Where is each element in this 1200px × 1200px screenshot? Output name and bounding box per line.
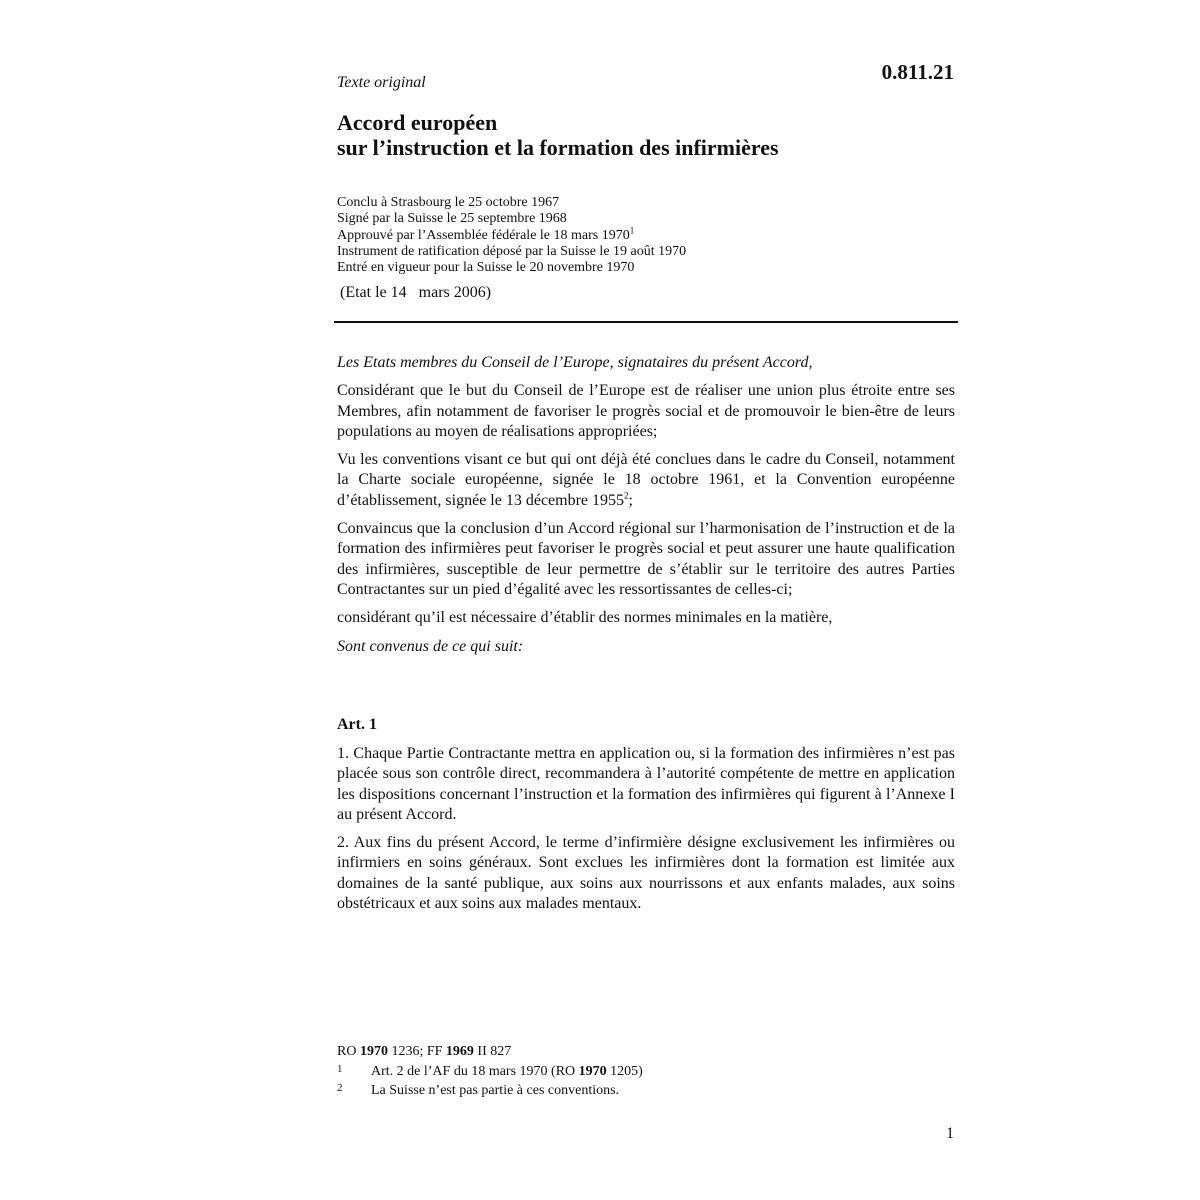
preamble-convinced: Convaincus que la conclusion d’un Accord régional sur l’harmonisation de l’instruction et de la formation des infirmières peut favoriser le progrès social et peut assurer une haute qualification des infirmières, susceptible de leur permettre de s’établir sur le territoire des autres Parties Contractantes sur un pied d’égalité avec les ressortissantes de celles-ci; (337, 520, 955, 598)
document-title-line-2: sur l’instruction et la formation des infirmières (337, 135, 779, 160)
preamble-parties: Les Etats membres du Conseil de l’Europe, signataires du présent Accord, (337, 354, 813, 371)
footnote-2 (337, 1080, 643, 1100)
footnote-ref-1[interactable]: 1 (629, 224, 635, 235)
page-number: 1 (946, 1125, 954, 1142)
ff-year: 1969 (445, 1044, 474, 1059)
ro-prefix: RO (337, 1044, 360, 1059)
preamble-conventions-text: Vu les conventions visant ce but qui ont déjà été conclues dans le cadre du Conseil, notamment la Charte sociale européenne, signée le 18 octobre 1961, et la Convention européenne d’établissement, signée le 13 décembre 1955 (337, 451, 955, 509)
document-title-line-1: Accord européen (337, 110, 498, 135)
document-number: 0.811.21 (881, 60, 954, 84)
footnote-1-number: 1 (337, 1062, 343, 1075)
preamble (337, 353, 955, 665)
ff-rest: II 827 (473, 1044, 512, 1059)
article-1-paragraph-2: 2. Aux fins du présent Accord, le terme d’infirmière désigne exclusivement les infirmières ou infirmiers en soins généraux. Sont exclues les infirmières dont la formation est limitée aux domaines de la santé publique, aux soins aux nourrissons et aux enfants malades, aux soins obstétricaux et aux soins aux malades mentaux. (337, 834, 955, 913)
footnote-2-number: 2 (337, 1082, 343, 1094)
source-reference (337, 1044, 643, 1061)
approved-text: Approuvé par l’Assemblée fédérale le 18 mars 1970 (337, 227, 630, 243)
footnote-2-text: La Suisse n’est pas partie à ces conventions. (371, 1083, 620, 1098)
footnote-ref-2[interactable]: 2 (624, 490, 629, 501)
preamble-conventions (337, 450, 955, 511)
footnote-1-year: 1970 (578, 1063, 607, 1079)
ro-page: 1236; FF (387, 1044, 446, 1059)
in-force-line: Entré en vigueur pour la Suisse le 20 novembre 1970 (337, 260, 635, 276)
ratification-line: Instrument de ratification déposé par la Suisse le 19 août 1970 (337, 243, 687, 259)
footnote-1-text-end: 1205) (606, 1063, 643, 1079)
article-1-body (337, 744, 955, 922)
original-text-label: Texte original (337, 74, 426, 91)
document-title (337, 110, 779, 160)
treaty-metadata (337, 195, 686, 276)
preamble-agreed: Sont convenus de ce qui suit: (337, 637, 524, 655)
footnote-1 (337, 1061, 643, 1081)
preamble-considering: Considérant que le but du Conseil de l’Europe est de réaliser une union plus étroite entre ses Membres, afin notamment de favoriser le progrès social et de promouvoir le bien-être de leurs populations au moyen de réalisations appropriées; (337, 382, 955, 440)
article-1-paragraph-1: 1. Chaque Partie Contractante mettra en application ou, si la formation des infirmières n’est pas placée sous son contrôle direct, recommandera à l’autorité compétente de mettre en application les dispositions concernant l’instruction et la formation des infirmières qui figurent à l’Annexe I au présent Accord. (337, 745, 955, 823)
concluded-line: Conclu à Strasbourg le 25 octobre 1967 (337, 195, 560, 210)
footnote-1-text: Art. 2 de l’AF du 18 mars 1970 (RO (371, 1063, 579, 1079)
footnotes (337, 1044, 643, 1100)
preamble-conventions-end: ; (628, 491, 633, 509)
signed-line: Signé par la Suisse le 25 septembre 1968 (337, 211, 567, 227)
preamble-minimum-standards: considérant qu’il est nécessaire d’établir des normes minimales en la matière, (337, 609, 833, 627)
header-divider (334, 321, 958, 323)
ro-year: 1970 (359, 1044, 388, 1059)
article-1-heading: Art. 1 (337, 716, 377, 733)
status-date: (Etat le 14 mars 2006) (340, 284, 492, 301)
approved-line (337, 224, 686, 244)
